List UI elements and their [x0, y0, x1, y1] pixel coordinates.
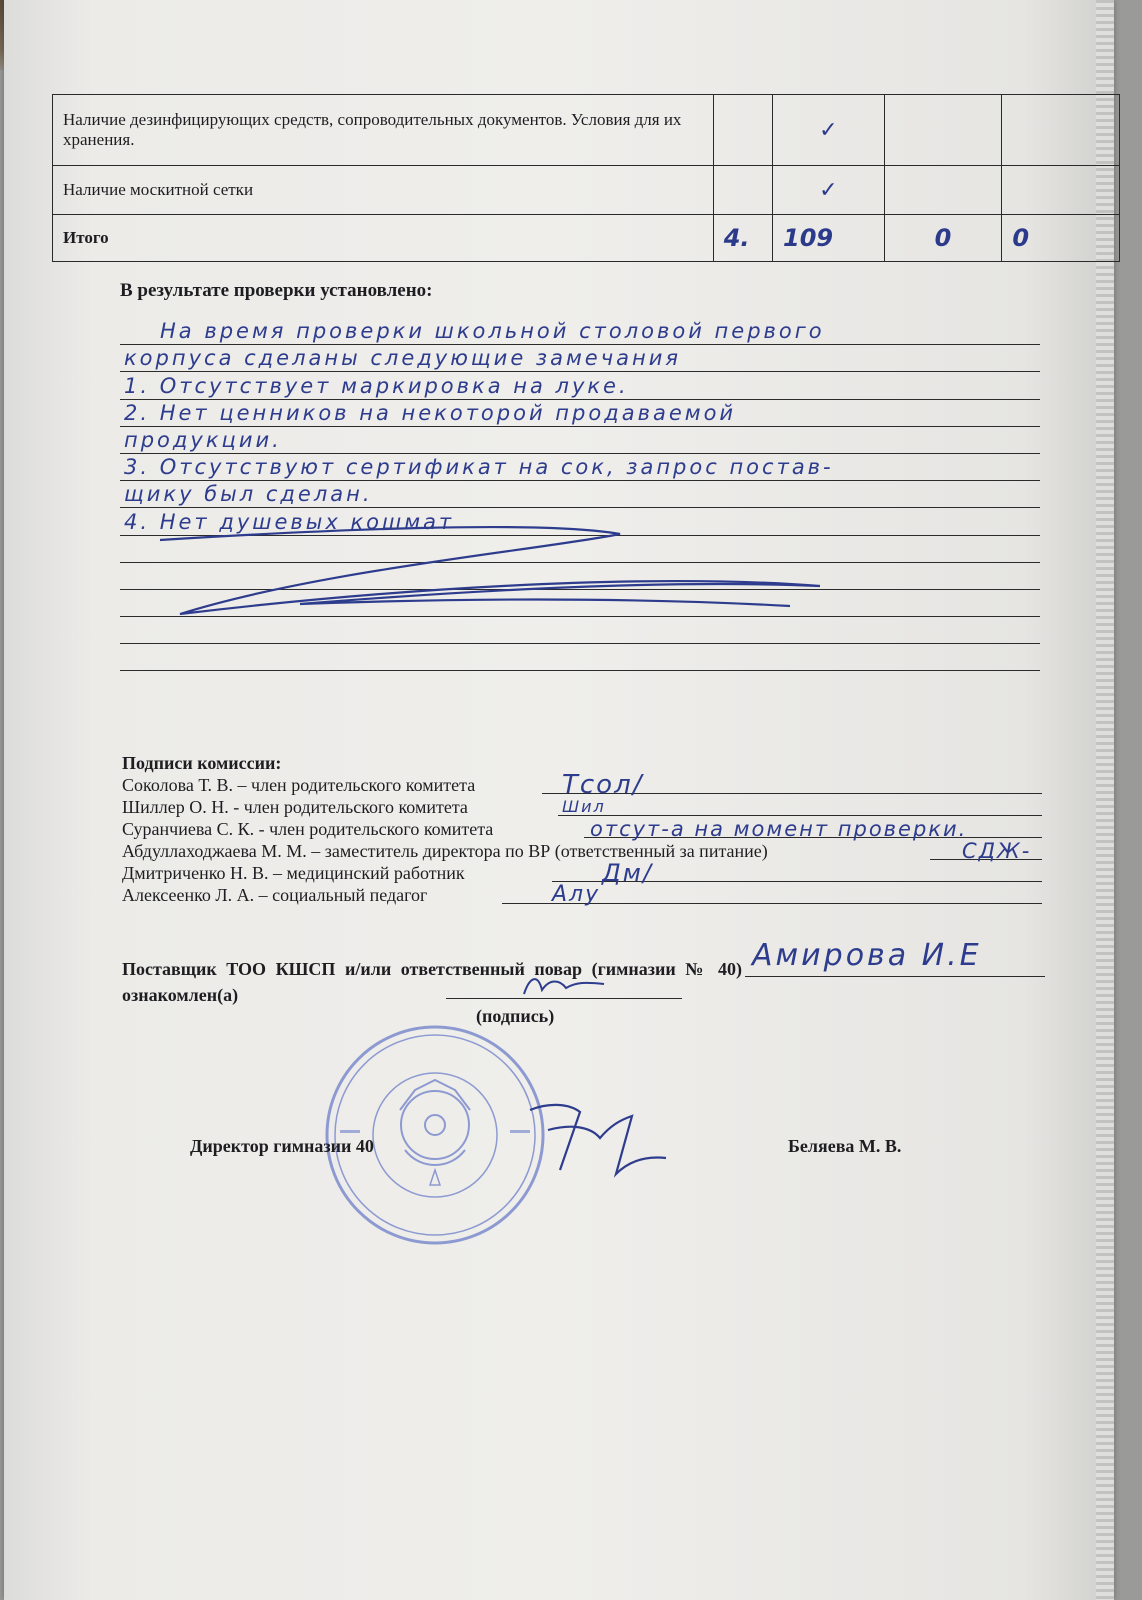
handwritten-text: 3. Отсутствуют сертификат на сок, запрос постав-: [124, 455, 834, 480]
signatures-title: Подписи комиссии:: [122, 753, 282, 773]
handwritten-note: отсут-а на момент проверки.: [590, 817, 968, 841]
signature-row: Суранчиева С. К. - член родительского комитета отсут-а на момент проверки.: [122, 818, 1042, 840]
result-line: [120, 400, 1040, 427]
check-mark: ✓: [819, 117, 838, 142]
commission-signatures: [122, 752, 1042, 906]
signature: Шил: [562, 797, 606, 816]
total-value-1: 4.: [723, 224, 750, 252]
results-title: В результате проверки установлено:: [120, 280, 433, 301]
checklist-table: [52, 94, 1120, 262]
check-mark: ✓: [819, 177, 838, 202]
crossout-scribble: [120, 510, 860, 630]
result-line: [120, 454, 1040, 481]
result-line: [120, 345, 1040, 372]
handwritten-text: продукции.: [124, 427, 282, 452]
signature-row: Шиллер О. Н. - член родительского комитета Шил: [122, 796, 1042, 818]
signature-row: Алексеенко Л. А. – социальный педагог Алу: [122, 884, 1042, 906]
signature: Тсол/: [562, 770, 644, 800]
handwritten-text: 1. Отсутствует маркировка на луке.: [124, 373, 629, 398]
result-line: [120, 427, 1040, 454]
supplier-signature-line: [446, 998, 682, 999]
handwritten-text: корпуса сделаны следующие замечания: [124, 346, 681, 371]
official-seal: [320, 1020, 550, 1250]
result-line: [120, 318, 1040, 345]
result-line: [120, 372, 1040, 399]
supplier-acknowledgement: Поставщик ТОО КШСП и/или ответственный повар (гимназии № 40) ознакомлен(а): [122, 959, 742, 1005]
signature-row: Соколова Т. В. – член родительского комитета Тсол/: [122, 774, 1042, 796]
table-row: [53, 166, 1120, 215]
total-value-3: 0: [934, 224, 952, 252]
signature: Дм/: [602, 859, 653, 887]
signature-row: Дмитриченко Н. В. – медицинский работник Дм/: [122, 862, 1042, 884]
handwritten-text: 4. Нет душевых кошмат: [124, 509, 455, 534]
director-name: Беляева М. В.: [788, 1136, 902, 1156]
supplier-name-handwritten: Амирова И.Е: [752, 938, 982, 973]
supplier-signature: [520, 970, 610, 998]
table-row: [53, 95, 1120, 166]
signature-row: Абдуллаходжаева М. М. – заместитель директора по ВР (ответственный за питание) СДЖ-: [122, 840, 1042, 862]
row-label: Наличие дезинфицирующих средств, сопроводительных документов. Условия для их хранения.: [53, 95, 714, 166]
result-line: [120, 644, 1040, 671]
total-value-4: 0: [1012, 224, 1030, 252]
total-label: Итого: [53, 215, 714, 262]
signature: Алу: [552, 882, 601, 907]
signature-caption: (подпись): [476, 1006, 555, 1026]
row-label: Наличие москитной сетки: [53, 166, 714, 215]
total-value-2: 109: [783, 224, 834, 252]
handwritten-text: 2. Нет ценников на некоторой продаваемой: [124, 400, 737, 425]
director-signature: [520, 1090, 670, 1180]
signature: СДЖ-: [962, 839, 1032, 863]
supplier-name-line: [745, 976, 1045, 977]
handwritten-text: На время проверки школьной столовой первого: [160, 319, 825, 344]
total-row: [53, 215, 1120, 262]
director-label: Директор гимназии 40: [190, 1136, 374, 1156]
result-line: [120, 481, 1040, 508]
handwritten-text: щику был сделан.: [124, 482, 373, 507]
